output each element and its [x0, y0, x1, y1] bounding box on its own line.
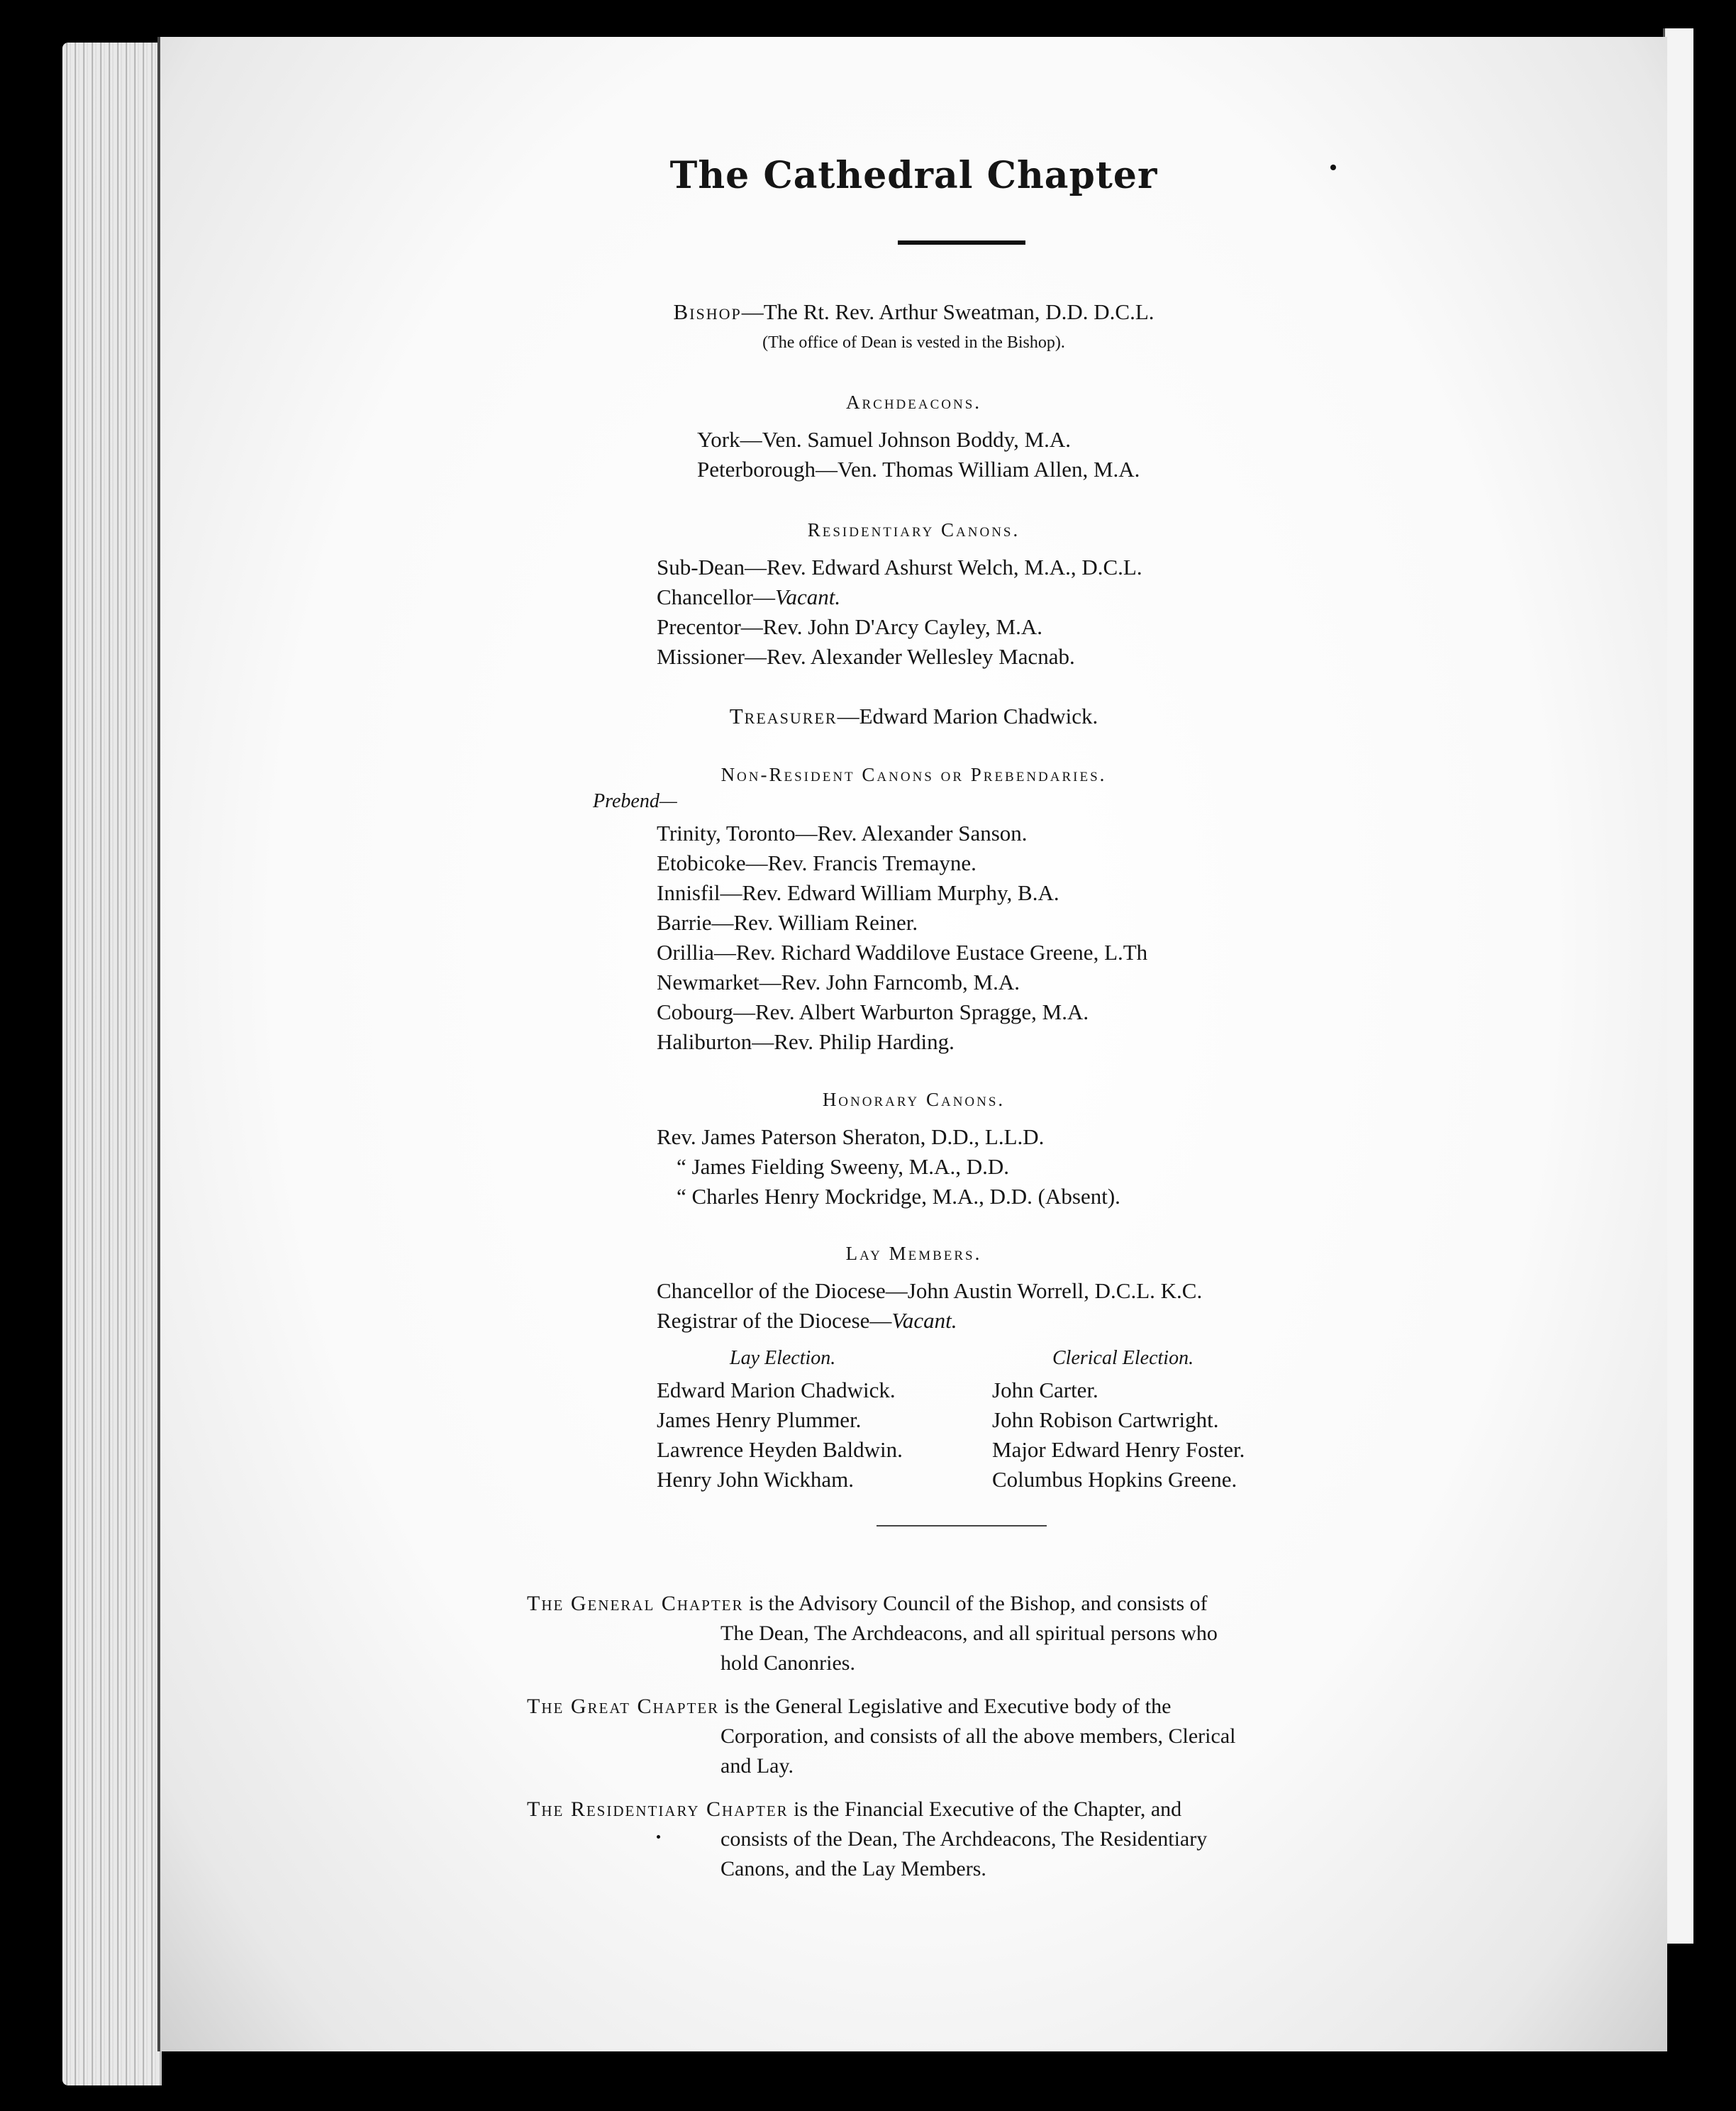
honorary-heading: Honorary Canons.: [822, 1089, 1006, 1110]
lay-election-name: James Henry Plummer.: [657, 1407, 862, 1432]
prebend-line: Newmarket—Rev. John Farncomb, M.A.: [657, 970, 1020, 994]
treasurer-label: Treasurer: [729, 704, 838, 728]
definition-text: is the General Legislative and Executive body of the: [724, 1695, 1172, 1718]
prebend-line: Cobourg—Rev. Albert Warburton Spragge, M.A.: [657, 999, 1089, 1024]
definition-text: hold Canonries.: [720, 1651, 855, 1675]
residentiary-heading: Residentiary Canons.: [807, 519, 1020, 541]
definition-text: Canons, and the Lay Members.: [720, 1857, 986, 1880]
prebend-line: Haliburton—Rev. Philip Harding.: [657, 1029, 955, 1054]
document-page: [157, 37, 1667, 2051]
page-edges: [62, 43, 162, 2085]
bishop-note: (The office of Dean is vested in the Bishop).: [762, 333, 1065, 352]
non-resident-heading: Non-Resident Canons or Prebendaries.: [720, 764, 1107, 785]
prebend-line: Innisfil—Rev. Edward William Murphy, B.A.: [657, 880, 1059, 905]
residentiary-line: Missioner—Rev. Alexander Wellesley Macnab.: [657, 644, 1075, 669]
residentiary-role: Chancellor—: [657, 584, 776, 609]
definition-general-chapter: [527, 1589, 1208, 1619]
vacant-note: Vacant.: [891, 1308, 957, 1333]
archdeacons-heading: Archdeacons.: [845, 392, 982, 413]
prebend-line: Barrie—Rev. William Reiner.: [657, 910, 918, 935]
definition-great-chapter: [527, 1692, 1171, 1722]
right-page-edge: [1663, 28, 1693, 1944]
definition-text: is the Financial Executive of the Chapter, and: [794, 1797, 1182, 1821]
definition-text: The Dean, The Archdeacons, and all spiritual persons who: [720, 1622, 1218, 1645]
prebend-label: Prebend—: [593, 790, 677, 812]
bishop-label: Bishop: [673, 299, 742, 324]
definition-text: is the Advisory Council of the Bishop, and consists of: [749, 1592, 1208, 1615]
prebend-line: Trinity, Toronto—Rev. Alexander Sanson.: [657, 821, 1028, 846]
lay-member-line: [657, 1308, 957, 1334]
definition-term: The Residentiary Chapter: [527, 1797, 789, 1821]
ink-speck: [1330, 165, 1336, 170]
definition-text: consists of the Dean, The Archdeacons, The Residentiary: [720, 1827, 1208, 1851]
page-title: The Cathedral Chapter: [669, 154, 1158, 197]
lay-election-name: Henry John Wickham.: [657, 1467, 854, 1492]
archdeacon-line: York—Ven. Samuel Johnson Boddy, M.A.: [697, 427, 1072, 452]
clerical-election-heading: Clerical Election.: [1052, 1347, 1194, 1369]
clerical-election-name: John Robison Cartwright.: [992, 1407, 1219, 1432]
residentiary-line: Sub-Dean—Rev. Edward Ashurst Welch, M.A., D.C.L.: [657, 555, 1142, 580]
lay-election-heading: Lay Election.: [730, 1347, 836, 1369]
lay-member-role: Registrar of the Diocese—: [657, 1308, 892, 1333]
honorary-line: “ Charles Henry Mockridge, M.A., D.D. (Absent).: [677, 1184, 1120, 1209]
treasurer-line: [160, 704, 1667, 729]
ink-speck: [657, 1835, 660, 1839]
clerical-election-name: John Carter.: [992, 1378, 1098, 1402]
definition-residentiary-chapter: [527, 1795, 1181, 1824]
title-rule: [898, 240, 1025, 245]
prebend-line: Orillia—Rev. Richard Waddilove Eustace Greene, L.Th: [657, 940, 1148, 965]
lay-election-name: Edward Marion Chadwick.: [657, 1378, 896, 1402]
clerical-election-name: Columbus Hopkins Greene.: [992, 1467, 1237, 1492]
residentiary-line: [657, 584, 840, 610]
bishop-line: [160, 299, 1667, 325]
definition-text: Corporation, and consists of all the above members, Clerical: [720, 1724, 1236, 1748]
honorary-line: “ James Fielding Sweeny, M.A., D.D.: [677, 1154, 1009, 1179]
definition-term: The General Chapter: [527, 1592, 744, 1615]
residentiary-line: Precentor—Rev. John D'Arcy Cayley, M.A.: [657, 614, 1042, 639]
clerical-election-name: Major Edward Henry Foster.: [992, 1437, 1245, 1462]
archdeacon-line: Peterborough—Ven. Thomas William Allen, M.A.: [697, 457, 1140, 482]
definition-term: The Great Chapter: [527, 1695, 720, 1718]
lay-election-name: Lawrence Heyden Baldwin.: [657, 1437, 903, 1462]
honorary-line: Rev. James Paterson Sheraton, D.D., L.L.D.: [657, 1124, 1045, 1149]
lay-members-heading: Lay Members.: [845, 1243, 982, 1264]
definition-text: and Lay.: [720, 1754, 794, 1778]
bishop-text: —The Rt. Rev. Arthur Sweatman, D.D. D.C.L.: [741, 299, 1154, 324]
prebend-line: Etobicoke—Rev. Francis Tremayne.: [657, 851, 976, 875]
lay-member-line: Chancellor of the Diocese—John Austin Worrell, D.C.L. K.C.: [657, 1278, 1203, 1303]
treasurer-text: —Edward Marion Chadwick.: [837, 704, 1098, 728]
section-divider: [877, 1525, 1047, 1527]
vacant-note: Vacant.: [775, 584, 841, 609]
